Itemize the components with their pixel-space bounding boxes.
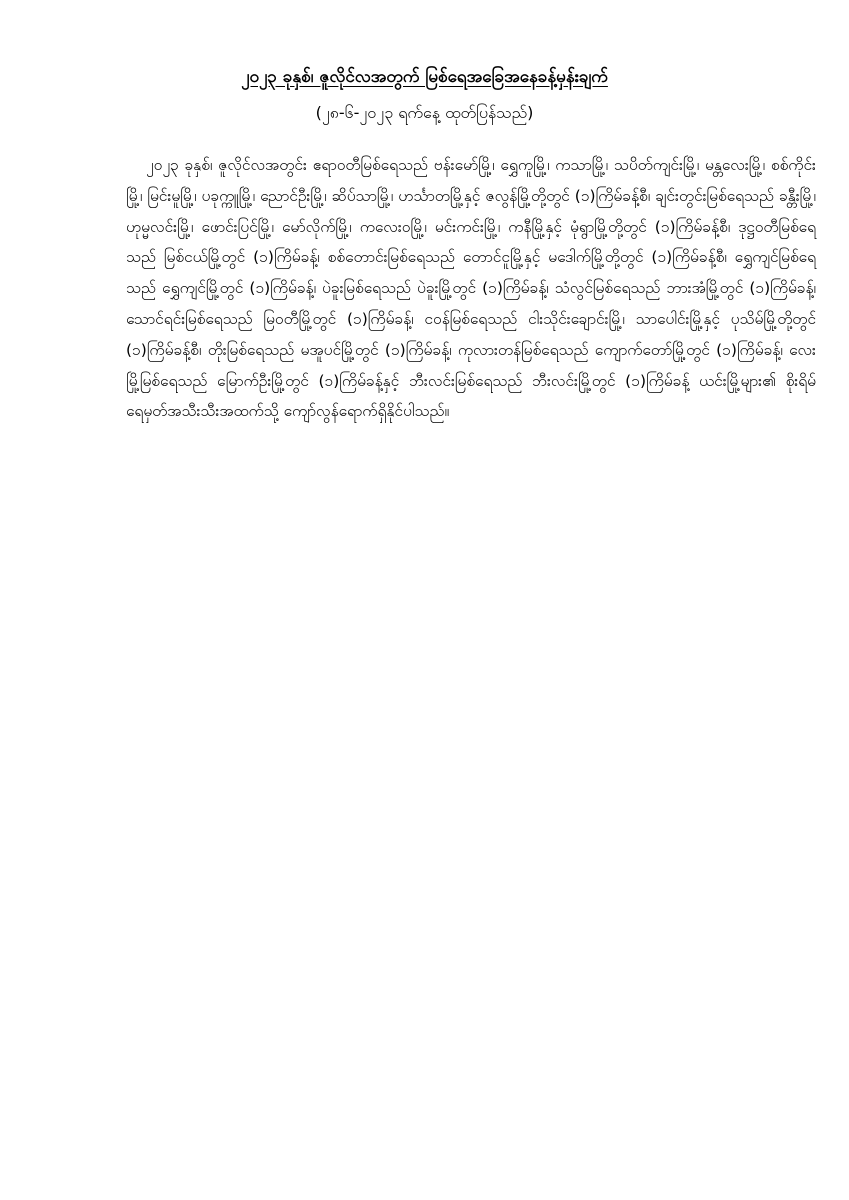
document-body-paragraph: ၂၀၂၃ ခုနှစ်၊ ဇူလိုင်လအတွင်း ဧရာဝတီမြစ်ရေသည် ဗန်းမော်မြို့၊ ရွှေကူမြို့၊ ကသာမြို့၊ သပိတ်ကျင်းမြို့၊ မန္တလေးမြို့၊ စစ်ကိုင်းမြို့၊ မြင်းမူမြို့၊ ပခုက္ကူမြို့၊ ညောင်ဦးမြို့၊ ဆိပ်သာမြို့၊ ဟင်္သာတမြို့နှင့် ဇလွန်မြို့တို့တွင် (၁)ကြိမ်ခန့်စီ၊ ချင်းတွင်းမြစ်ရေသည် ခန္တီးမြို့၊ ဟုမ္မလင်းမြို့၊ ဖောင်းပြင်မြို့၊ မော်လိုက်မြို့၊ ကလေးဝမြို့၊ မင်းကင်းမြို့၊ ကနီမြို့နှင့် မုံရွာမြို့တို့တွင် (၁)ကြိမ်ခန့်စီ၊ ဒုဋ္ဌဝတီမြစ်ရေသည် မြစ်ငယ်မြို့တွင် (၁)ကြိမ်ခန့်၊ စစ်တောင်းမြစ်ရေသည် တောင်ငူမြို့နှင့် မဒေါက်မြို့တို့တွင် (၁)ကြိမ်ခန့်စီ၊ ရွှေကျင်မြစ်ရေသည် ရွှေကျင်မြို့တွင် (၁)ကြိမ်ခန့်၊ ပဲခူးမြစ်ရေသည် ပဲခူးမြို့တွင် (၁)ကြိမ်ခန့်၊ သံလွင်မြစ်ရေသည် ဘားအံမြို့တွင် (၁)ကြိမ်ခန့်၊ သောင်ရင်းမြစ်ရေသည် မြဝတီမြို့တွင် (၁)ကြိမ်ခန့်၊ ငဝန်မြစ်ရေသည် ငါးသိုင်းချောင်းမြို့၊ သာပေါင်းမြို့နှင့် ပုသိမ်မြို့တို့တွင် (၁)ကြိမ်ခန့်စီ၊ တိုးမြစ်ရေသည် မအူပင်မြို့တွင် (၁)ကြိမ်ခန့်၊ ကုလားတန်မြစ်ရေသည် ကျောက်တော်မြို့တွင် (၁)ကြိမ်ခန့်၊ လေးမြို့မြစ်ရေသည် မြောက်ဦးမြို့တွင် (၁)ကြိမ်ခန့်နှင့် ဘီးလင်းမြစ်ရေသည် ဘီးလင်းမြို့တွင် (၁)ကြိမ်ခန့် ယင်းမြို့များ၏ စိုးရိမ်ရေမှတ်အသီးသီးအထက်သို့ ကျော်လွန်ရောက်ရှိနိုင်ပါသည်။: [126, 156, 816, 421]
document-subtitle: (၂၈-၆-၂၀၂၃ ရက်နေ့ ထုတ်ပြန်သည်): [315, 103, 534, 122]
document-title-text: ၂၀၂၃ ခုနှစ်၊ ဇူလိုင်လအတွက် မြစ်ရေအခြေအနေခန့်မှန်းချက်: [241, 67, 608, 87]
document-title: [0, 64, 849, 90]
